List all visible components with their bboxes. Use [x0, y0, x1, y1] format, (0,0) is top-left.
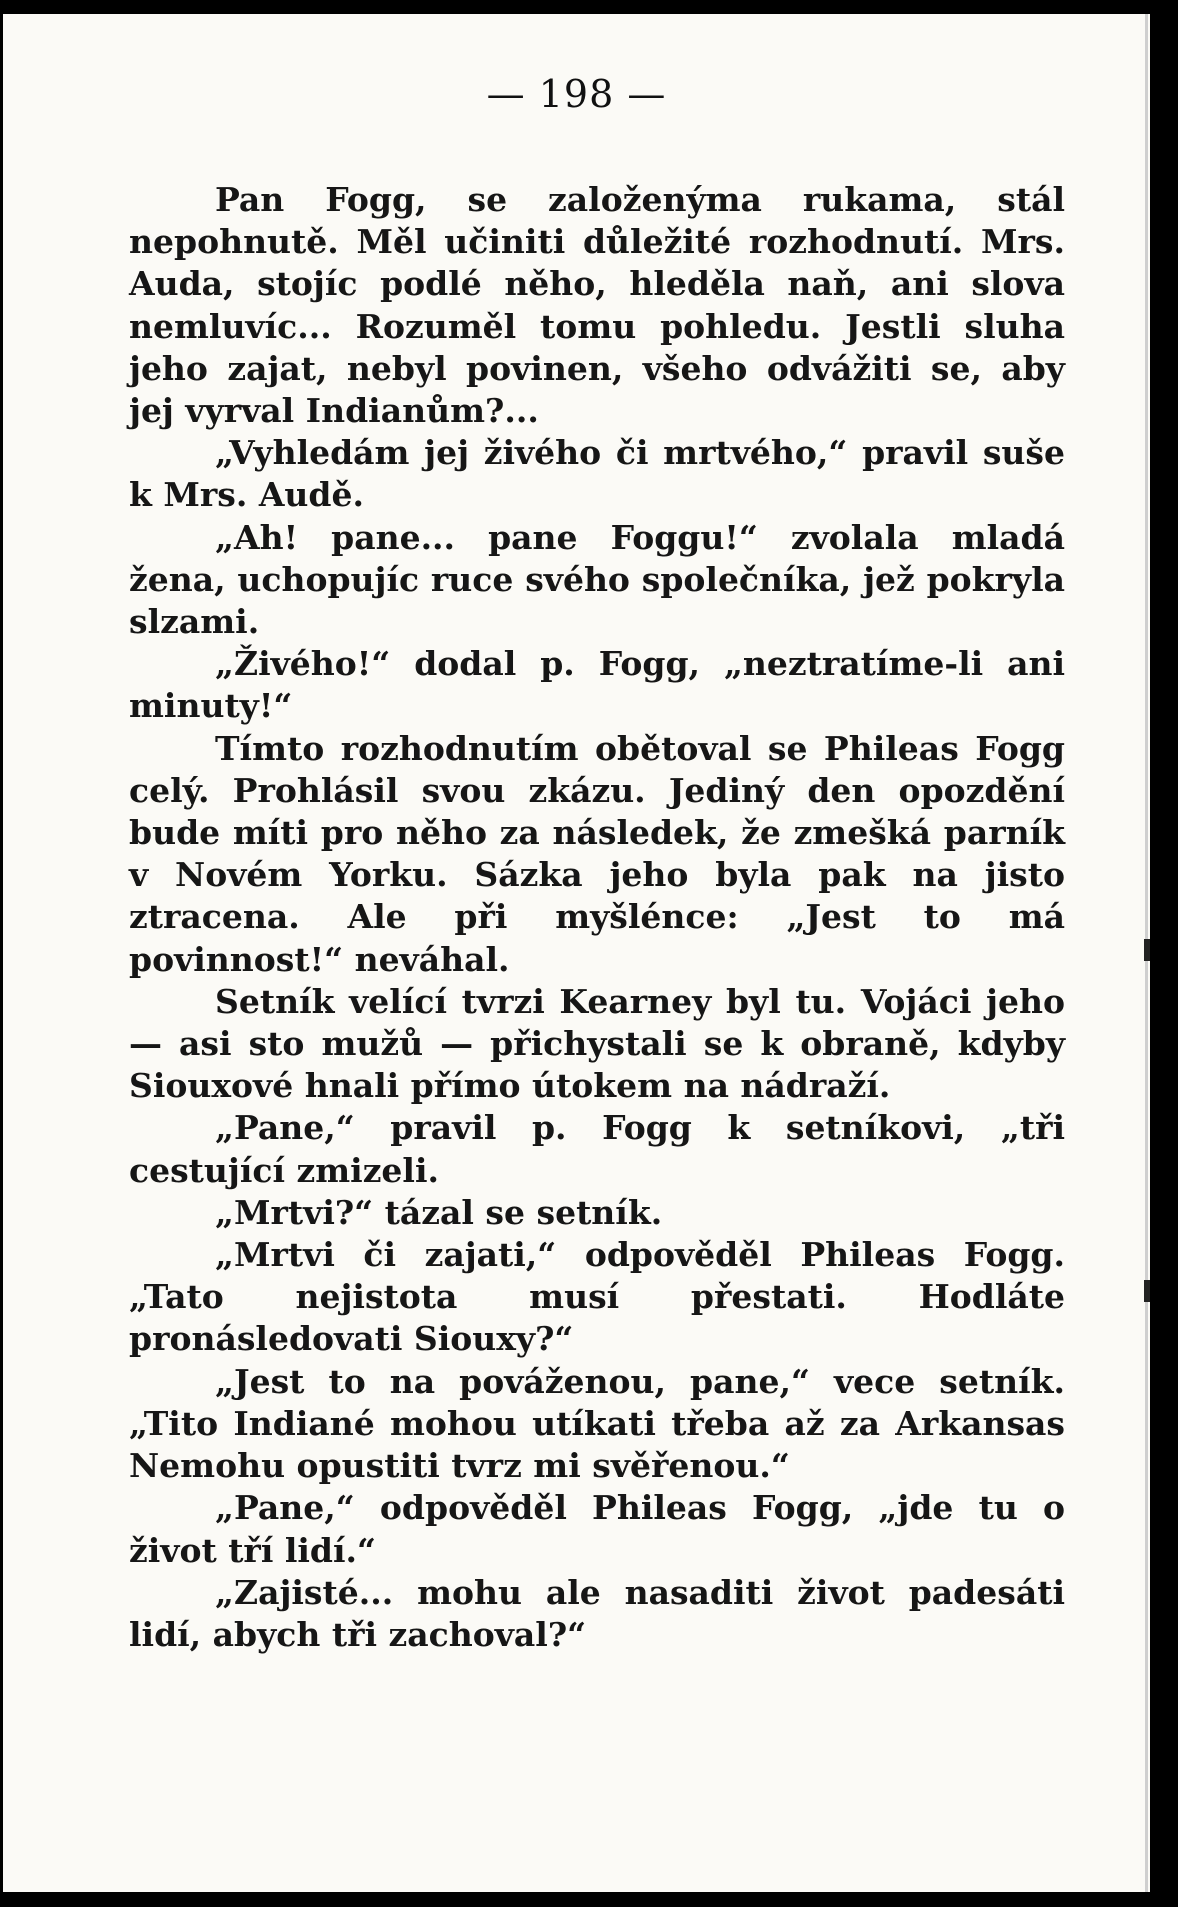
edge-mark-upper	[1144, 939, 1150, 961]
paragraph: Tímto rozhodnutím obětoval se Phileas Fogg celý. Prohlásil svou zkázu. Jediný den opozdění bude míti pro něho za následek, že zmešká parník v Novém Yorku. Sázka jeho byla pak na jisto ztracena. Ale při myšlénce: „Jest to má povinnost!“ neváhal.	[129, 728, 1065, 979]
paragraph: „Pane,“ pravil p. Fogg k setníkovi, „tři cestující zmizeli.	[129, 1108, 1065, 1190]
paragraph: „Ah! pane... pane Foggu!“ zvolala mladá žena, uchopujíc ruce svého společníka, jež pokryla slzami.	[129, 517, 1065, 642]
page-number: — 198 —	[486, 72, 667, 116]
paragraph: „Pane,“ odpověděl Phileas Fogg, „jde tu o život tří lidí.“	[129, 1488, 1065, 1570]
book-page	[3, 14, 1150, 1892]
paragraph: „Zajisté... mohu ale nasaditi život padesáti lidí, abych tři zachoval?“	[129, 1572, 1065, 1654]
paragraph: „Vyhledám jej živého či mrtvého,“ pravil suše k Mrs. Audě.	[129, 433, 1065, 515]
paragraph: „Živého!“ dodal p. Fogg, „neztratíme-li ani minuty!“	[129, 644, 1065, 726]
paragraph: „Mrtvi či zajati,“ odpověděl Phileas Fogg. „Tato nejistota musí přestati. Hodláte pronásledovati Siouxy?“	[129, 1235, 1065, 1359]
text-body	[129, 179, 1065, 1656]
paragraph: „Mrtvi?“ tázal se setník.	[215, 1192, 663, 1232]
paragraph: Pan Fogg, se založenýma rukama, stál nepohnutě. Měl učiniti důležité rozhodnutí. Mrs. Auda, stojíc podlé něho, hleděla naň, ani slova nemluvíc... Rozuměl tomu pohledu. Jestli sluha jeho zajat, nebyl povinen, všeho odvážiti se, aby jej vyrval Indianům?...	[129, 180, 1065, 431]
paragraph: Setník velící tvrzi Kearney byl tu. Vojáci jeho — asi sto mužů — přichystali se k obraně, kdyby Siouxové hnali přímo útokem na nádraží.	[129, 981, 1065, 1106]
paragraph: „Jest to na pováženou, pane,“ vece setník. „Tito Indiané mohou utíkati třeba až za Arkansas Nemohu opustiti tvrz mi svěřenou.“	[129, 1361, 1065, 1486]
edge-mark-lower	[1144, 1280, 1150, 1302]
